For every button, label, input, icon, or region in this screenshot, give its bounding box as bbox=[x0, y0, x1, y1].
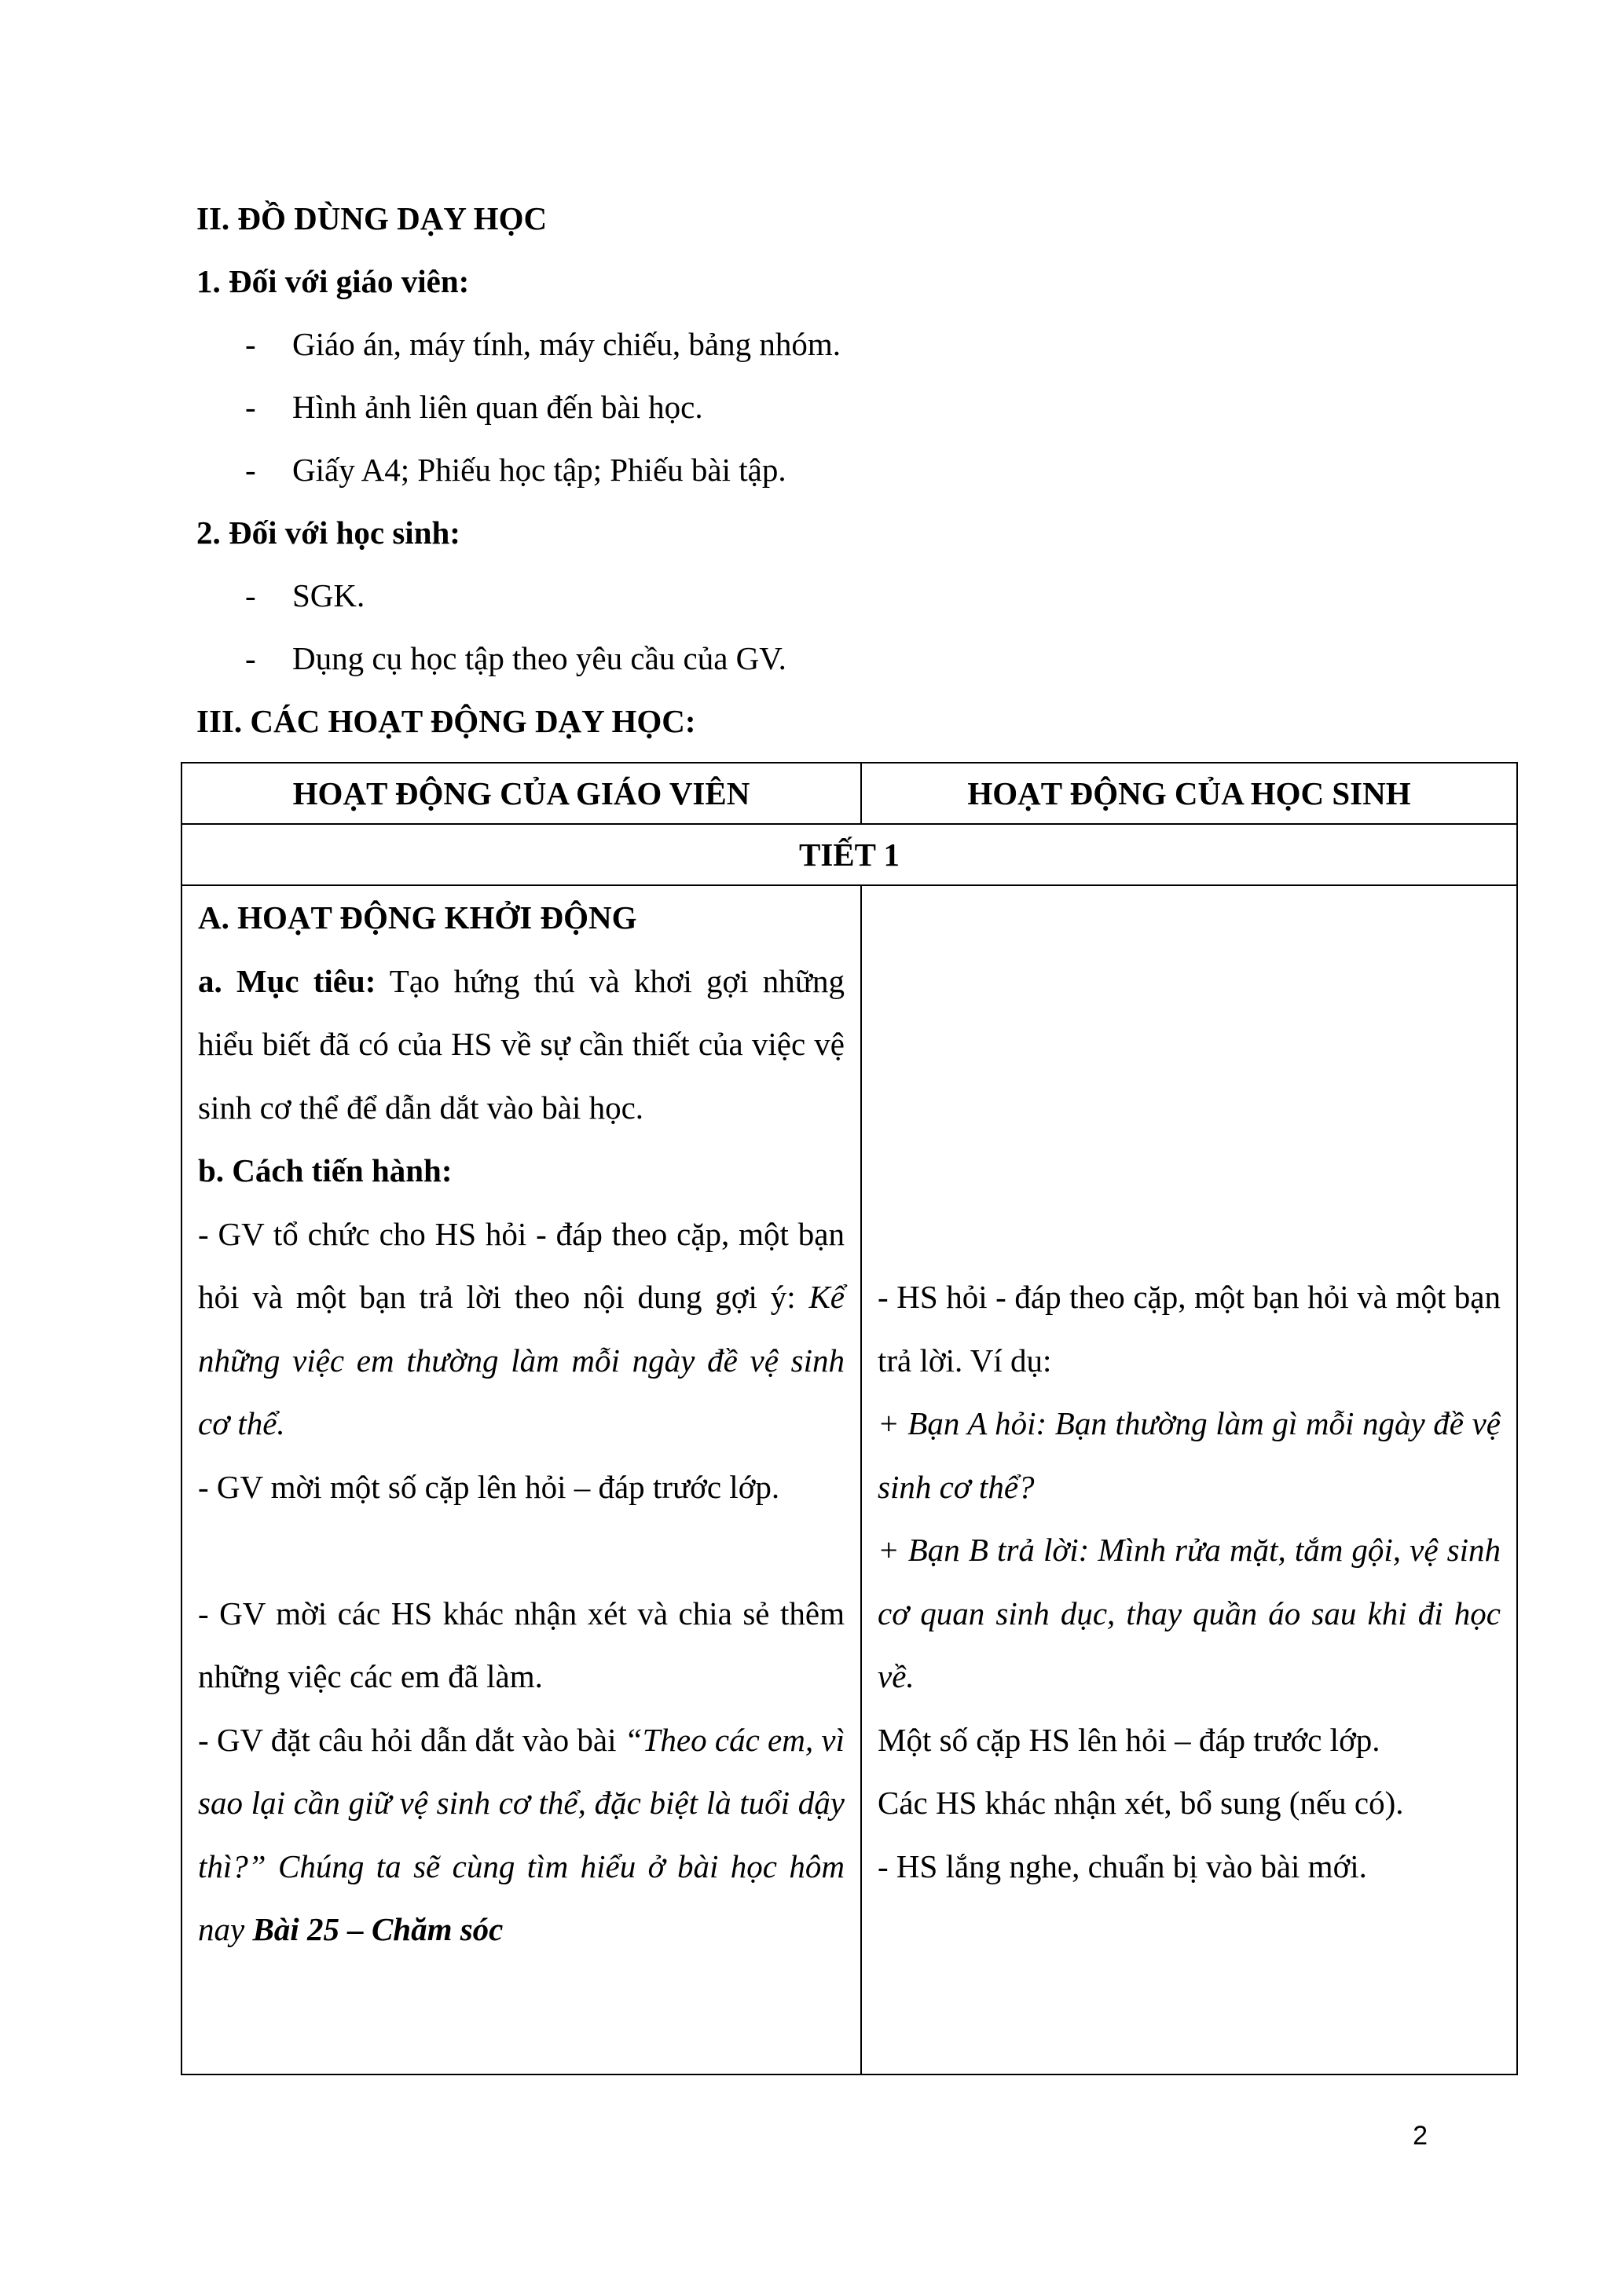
header-teacher: HOẠT ĐỘNG CỦA GIÁO VIÊN bbox=[181, 763, 861, 824]
list-item: - Dụng cụ học tập theo yêu cầu của GV. bbox=[245, 640, 786, 676]
list-item: - SGK. bbox=[245, 577, 365, 613]
hs-step-5: Các HS khác nhận xét, bổ sung (nếu có). bbox=[878, 1785, 1404, 1821]
hs-step-6: - HS lắng nghe, chuẩn bị vào bài mới. bbox=[878, 1847, 1367, 1884]
hs-step-4: Một số cặp HS lên hỏi – đáp trước lớp. bbox=[878, 1721, 1380, 1758]
gv-step-3: - GV mời các HS khác nhận xét và chia sẻ thêm những việc các em đã làm. bbox=[198, 1595, 845, 1694]
list-item: - Giáo án, máy tính, máy chiếu, bảng nhóm. bbox=[245, 326, 841, 362]
hs-step-2: + Bạn A hỏi: Bạn thường làm gì mỗi ngày đề vệ sinh cơ thể? bbox=[878, 1405, 1501, 1505]
activities-table bbox=[181, 762, 1518, 2075]
gv-step-1: - GV tổ chức cho HS hỏi - đáp theo cặp, một bạn hỏi và một bạn trả lời theo nội dung gợi ý: Kể những việc em thường làm mỗi ngày đề vệ sinh cơ thể. bbox=[198, 1215, 845, 1441]
student-heading: 2. Đối với học sinh: bbox=[196, 514, 460, 551]
objective: a. Mục tiêu: Tạo hứng thú và khơi gợi những hiểu biết đã có của HS về sự cần thiết của việc vệ sinh cơ thể để dẫn dắt vào bài học. bbox=[198, 962, 845, 1126]
table-header-row bbox=[181, 763, 1517, 824]
method-label: b. Cách tiến hành: bbox=[198, 1152, 453, 1188]
teacher-heading: 1. Đối với giáo viên: bbox=[196, 263, 470, 299]
hs-step-1: - HS hỏi - đáp theo cặp, một bạn hỏi và một bạn trả lời. Ví dụ: bbox=[878, 1279, 1501, 1379]
gv-step-4: - GV đặt câu hỏi dẫn dắt vào bài “Theo các em, vì sao lại cần giữ vệ sinh cơ thể, đặc biệt là tuổi dậy thì?” Chúng ta sẽ cùng tìm hiểu ở bài học hôm nay Bài 25 – Chăm sóc bbox=[198, 1721, 845, 1947]
teacher-activity-cell bbox=[181, 885, 861, 2074]
activity-title: A. HOẠT ĐỘNG KHỞI ĐỘNG bbox=[198, 899, 637, 936]
section-title-activities: III. CÁC HOẠT ĐỘNG DẠY HỌC: bbox=[196, 703, 696, 739]
period-row bbox=[181, 824, 1517, 885]
section-title-materials: II. ĐỒ DÙNG DẠY HỌC bbox=[196, 200, 548, 236]
gv-step-2: - GV mời một số cặp lên hỏi – đáp trước lớp. bbox=[198, 1468, 780, 1505]
list-item: - Giấy A4; Phiếu học tập; Phiếu bài tập. bbox=[245, 452, 786, 488]
table-row bbox=[181, 885, 1517, 2074]
student-activity-cell bbox=[861, 885, 1517, 2074]
page-number: 2 bbox=[1413, 2121, 1428, 2151]
hs-step-3: + Bạn B trả lời: Mình rửa mặt, tắm gội, vệ sinh cơ quan sinh dục, thay quần áo sau khi đi học về. bbox=[878, 1532, 1501, 1694]
header-student: HOẠT ĐỘNG CỦA HỌC SINH bbox=[861, 763, 1517, 824]
list-item: - Hình ảnh liên quan đến bài học. bbox=[245, 389, 703, 425]
period-label: TIẾT 1 bbox=[181, 824, 1517, 885]
